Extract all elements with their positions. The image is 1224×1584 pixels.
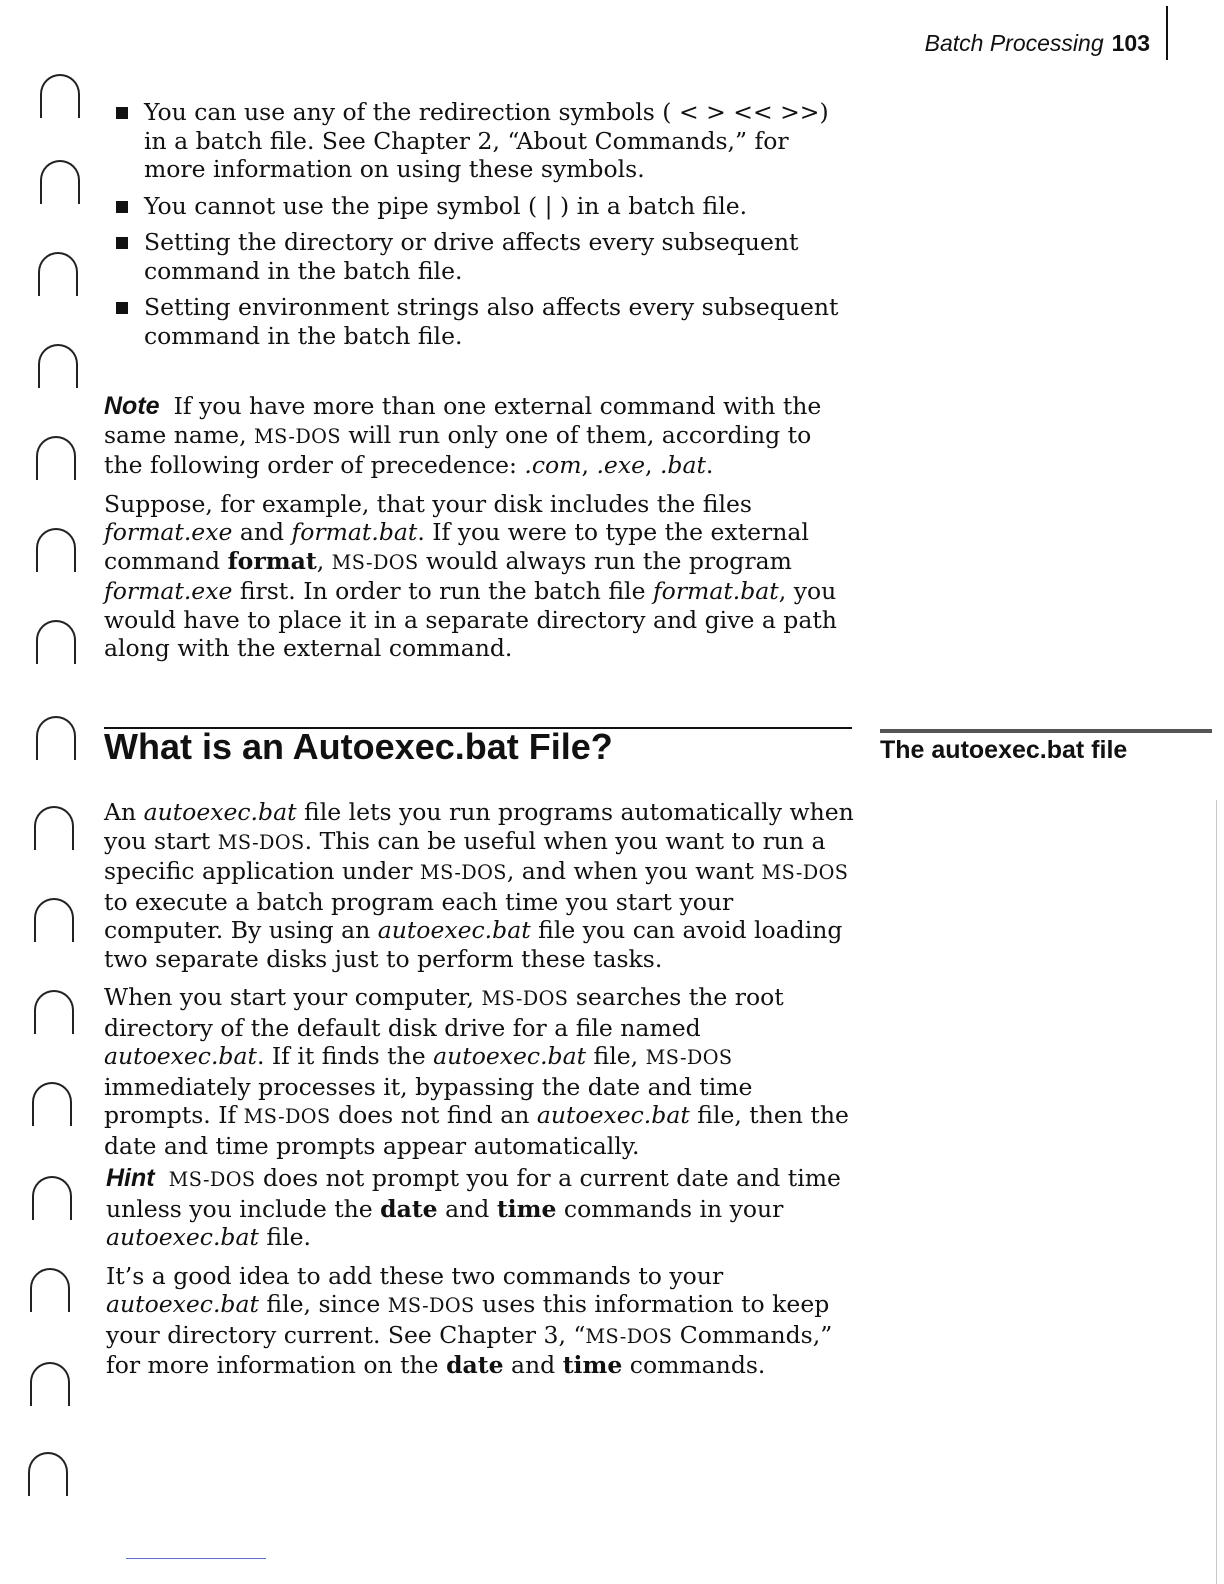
running-head-title: Batch Processing [924, 30, 1104, 56]
right-edge-rule [1216, 800, 1217, 1584]
note-block [104, 392, 856, 673]
section-heading: What is an Autoexec.bat File? [104, 726, 613, 767]
command-name: date [380, 1194, 438, 1223]
bullet-list [108, 98, 848, 350]
binder-hole-mark [32, 1082, 72, 1126]
command-name: format [227, 546, 317, 575]
square-bullet-icon [116, 107, 128, 119]
margin-note: The autoexec.bat file [880, 736, 1128, 764]
binder-hole-mark [28, 1452, 68, 1496]
command-name: date [446, 1351, 504, 1379]
autoexec-body [104, 798, 856, 1170]
hint-paragraph: Hint MS-DOS does not prompt you for a current date and time unless you include the date and time commands in your autoexec.bat file. [106, 1164, 841, 1251]
bullet-list-block [108, 98, 848, 358]
list-item-text: Setting the directory or drive affects every subsequent command in the batch file. [144, 228, 799, 285]
page-number: 103 [1111, 30, 1150, 56]
binder-hole-mark [40, 74, 80, 118]
final-paragraph: It’s a good idea to add these two commands to your autoexec.bat file, since MS-DOS uses this information to keep your directory current. See Chapter 3, “MS-DOS Commands,” for more information on the date and time commands. [106, 1261, 833, 1379]
msdos-term: MS-DOS [254, 424, 341, 448]
list-item [108, 98, 848, 184]
square-bullet-icon [116, 201, 128, 213]
footer-rule [126, 1558, 266, 1559]
autoexec-intro-paragraph: An autoexec.bat file lets you run programs automatically when you start MS-DOS. This can be useful when you want to run a specific application under MS-DOS, and when you want MS-DOS to execute a batch program each time you start your computer. By using an autoexec.bat file you can avoid loading two separate disks just to perform these tasks. [104, 798, 854, 973]
binder-hole-mark [36, 528, 76, 572]
list-item [108, 192, 848, 221]
list-item-text: You can use any of the redirection symbols ( < > << >>) in a batch file. See Chapter 2, “About Commands,” for more information on using these symbols. [144, 98, 829, 183]
binder-hole-mark [36, 716, 76, 760]
binder-hole-mark [30, 1362, 70, 1406]
list-item-text: Setting environment strings also affects every subsequent command in the batch file. [144, 293, 839, 350]
running-head [925, 30, 1150, 57]
command-name: time [562, 1351, 623, 1379]
binder-hole-mark [34, 990, 74, 1034]
binder-hole-mark [30, 1268, 70, 1312]
binder-hole-mark [34, 806, 74, 850]
list-item [108, 228, 848, 285]
binder-hole-mark [38, 344, 78, 388]
binder-hole-mark [40, 160, 80, 204]
square-bullet-icon [116, 302, 128, 314]
autoexec-startup-paragraph: When you start your computer, MS-DOS searches the root directory of the default disk drive for a file named autoexec.bat. If it finds the autoexec.bat file, MS-DOS immediately processes it, bypassing the date and time prompts. If MS-DOS does not find an autoexec.bat file, then the date and time prompts appear automatically. [104, 983, 849, 1160]
binder-hole-mark [36, 436, 76, 480]
square-bullet-icon [116, 237, 128, 249]
binder-hole-mark [36, 620, 76, 664]
binder-hole-mark [38, 252, 78, 296]
note-paragraph: Note If you have more than one external command with the same name, MS-DOS will run only one of them, according to the following order of precedence: .com, .exe, .bat. [104, 392, 822, 479]
binder-hole-mark [34, 898, 74, 942]
hint-block [106, 1164, 858, 1390]
list-item [108, 293, 848, 350]
hint-label: Hint [106, 1164, 155, 1192]
list-item-text: You cannot use the pipe symbol ( | ) in a batch file. [144, 191, 748, 220]
binder-hole-mark [32, 1176, 72, 1220]
note-label: Note [104, 392, 160, 420]
example-paragraph: Suppose, for example, that your disk includes the files format.exe and format.bat. If you were to type the external command format, MS-DOS would always run the program format.exe first. In order to run the batch file format.bat, you would have to place it in a separate directory and give a path along with the external command. [104, 489, 837, 662]
command-name: time [496, 1194, 557, 1223]
header-vertical-rule [1166, 6, 1168, 60]
margin-rule [880, 729, 1212, 733]
